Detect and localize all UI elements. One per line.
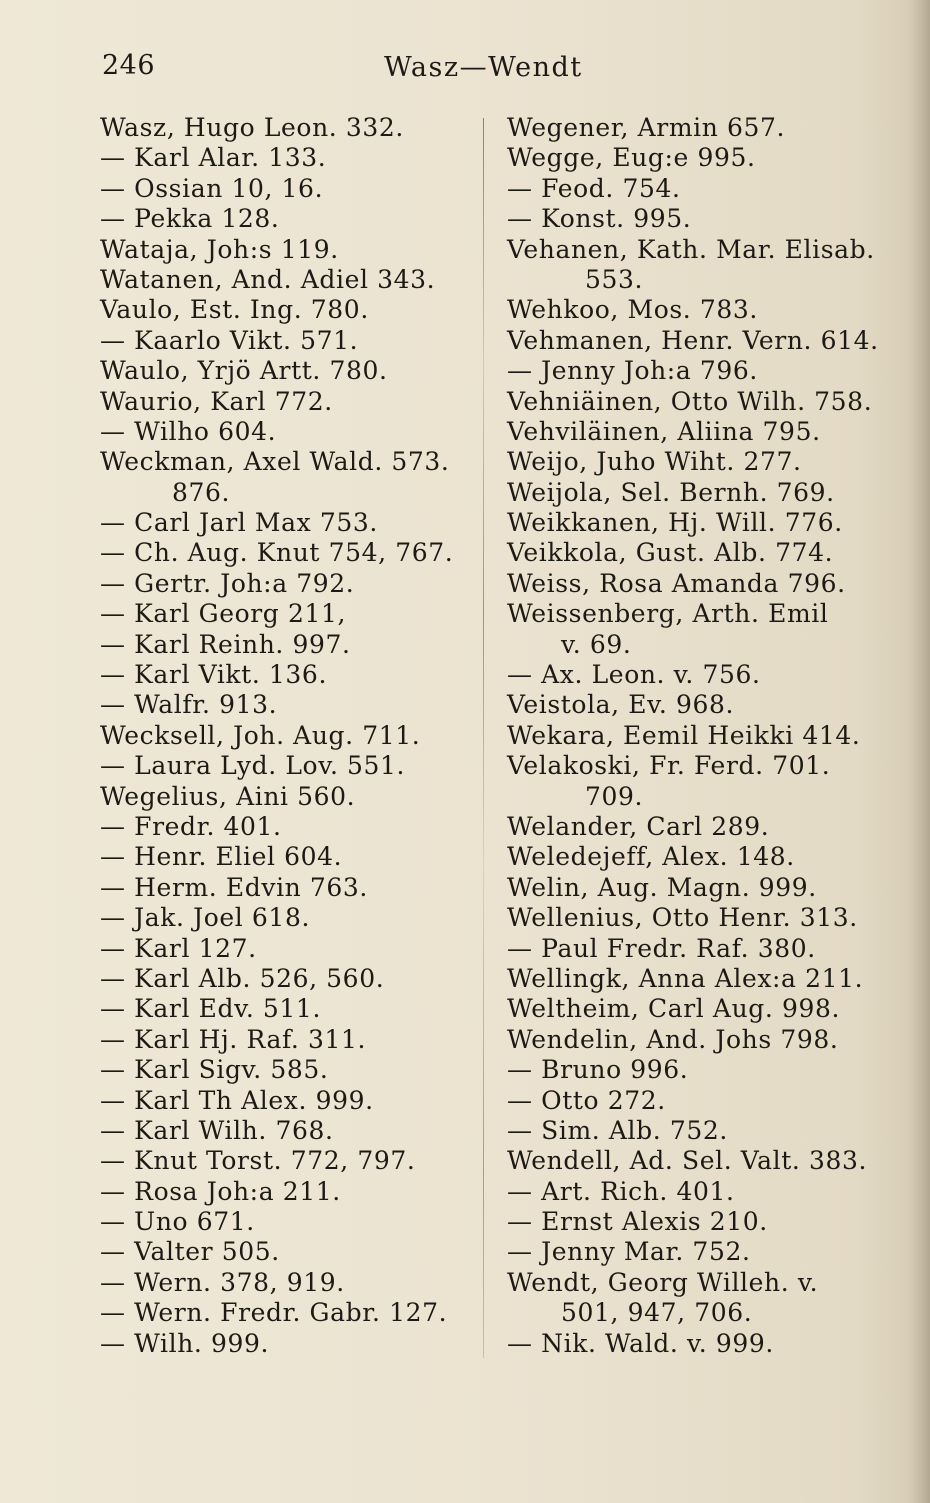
index-entry: — Otto 272. [507,1085,666,1115]
index-entry: — Nik. Wald. v. 999. [507,1328,774,1358]
index-entry: Vehanen, Kath. Mar. Elisab. [507,234,875,264]
index-entry: Wellingk, Anna Alex:a 211. [507,963,864,993]
index-entry: — Sim. Alb. 752. [507,1115,728,1145]
index-entry: — Art. Rich. 401. [507,1176,735,1206]
index-entry: — Henr. Eliel 604. [100,842,343,872]
index-entry-continuation: 553. [585,264,644,294]
index-entry: Weltheim, Carl Aug. 998. [507,994,841,1024]
index-entry: Vehniäinen, Otto Wilh. 758. [507,386,873,416]
index-entry: Wendt, Georg Willeh. v. [507,1267,819,1297]
index-entry: — Karl Edv. 511. [100,994,321,1024]
index-entry: — Jenny Mar. 752. [507,1237,751,1267]
index-entry: Wataja, Joh:s 119. [100,234,339,264]
right-column [507,113,879,1359]
index-entry: — Rosa Joh:a 211. [100,1176,341,1206]
index-entry: Welander, Carl 289. [507,811,770,841]
index-entry: Weledejeff, Alex. 148. [507,842,795,872]
index-entry: — Paul Fredr. Raf. 380. [507,933,816,963]
index-entry: Wegener, Armin 657. [507,113,786,142]
index-entry: — Karl Georg 211, [100,599,347,629]
column-divider [483,118,484,1358]
index-entry: Wekara, Eemil Heikki 414. [507,720,861,750]
running-head: Wasz—Wendt [384,52,583,83]
index-entry: Wegelius, Aini 560. [100,781,356,811]
index-entry: Wasz, Hugo Leon. 332. [100,113,404,142]
page-header [0,50,930,90]
index-entry: — Karl Wilh. 768. [100,1115,334,1145]
index-entry: Weissenberg, Arth. Emil [507,599,829,629]
index-entry: — Kaarlo Vikt. 571. [100,325,359,355]
index-entry: — Wilh. 999. [100,1328,270,1358]
index-entry-continuation: v. 69. [561,629,632,659]
index-entry: Weijo, Juho Wiht. 277. [507,447,802,477]
index-entry: — Ch. Aug. Knut 754, 767. [100,538,454,568]
index-entry: — Wern. Fredr. Gabr. 127. [100,1298,448,1328]
index-entry: Vaulo, Est. Ing. 780. [100,295,369,325]
index-entry: Weijola, Sel. Bernh. 769. [507,477,835,507]
index-entry: — Uno 671. [100,1207,255,1237]
index-entry: Weckman, Axel Wald. 573. [100,447,450,477]
index-entry: — Karl Hj. Raf. 311. [100,1024,367,1054]
index-entry: — Carl Jarl Max 753. [100,508,378,538]
index-entry: Wecksell, Joh. Aug. 711. [100,720,421,750]
index-entry: Velakoski, Fr. Ferd. 701. [507,751,831,781]
index-entry: — Valter 505. [100,1237,280,1267]
index-entry: — Knut Torst. 772, 797. [100,1146,416,1176]
index-entry: Veistola, Ev. 968. [507,690,735,720]
index-entry: Wehkoo, Mos. 783. [507,295,758,325]
index-entry-continuation: 709. [585,781,644,811]
index-entry: — Pekka 128. [100,204,280,234]
index-entry: — Konst. 995. [507,204,692,234]
page-number: 246 [102,50,156,81]
index-entry: Weiss, Rosa Amanda 796. [507,568,846,598]
left-column [100,113,470,1359]
index-entry: — Ax. Leon. v. 756. [507,660,761,690]
index-entry: Wegge, Eug:e 995. [507,143,756,173]
index-entry: — Ernst Alexis 210. [507,1207,768,1237]
index-entry: — Laura Lyd. Lov. 551. [100,751,406,781]
index-entry: — Karl Alar. 133. [100,143,327,173]
index-entry: — Walfr. 913. [100,690,278,720]
index-entry: Waulo, Yrjö Artt. 780. [100,356,388,386]
index-entry: — Jak. Joel 618. [100,903,310,933]
index-entry: — Feod. 754. [507,173,681,203]
index-entry: Waurio, Karl 772. [100,386,333,416]
index-entry: — Karl Reinh. 997. [100,629,351,659]
index-entry: Wendelin, And. Johs 798. [507,1024,839,1054]
page-edge-shadow [908,0,930,1503]
index-entry: Vehviläinen, Aliina 795. [507,416,821,446]
index-entry: — Jenny Joh:a 796. [507,356,758,386]
index-entry: Vehmanen, Henr. Vern. 614. [507,325,879,355]
index-entry: Weikkanen, Hj. Will. 776. [507,508,843,538]
index-entry: — Bruno 996. [507,1055,689,1085]
index-entry: — Fredr. 401. [100,811,282,841]
index-entry: — Karl Th Alex. 999. [100,1085,374,1115]
index-entry: — Gertr. Joh:a 792. [100,568,355,598]
index-entry: Wellenius, Otto Henr. 313. [507,903,858,933]
index-entry: — Karl Vikt. 136. [100,660,327,690]
index-entry: — Karl 127. [100,933,257,963]
index-entry: — Ossian 10, 16. [100,173,324,203]
index-entry: Veikkola, Gust. Alb. 774. [507,538,834,568]
index-entry-continuation: 876. [172,477,231,507]
index-entry-continuation: 501, 947, 706. [561,1298,753,1328]
index-entry: — Herm. Edvin 763. [100,872,368,902]
index-entry: Wendell, Ad. Sel. Valt. 383. [507,1146,868,1176]
index-entry: — Karl Alb. 526, 560. [100,963,385,993]
index-entry: — Wilho 604. [100,416,277,446]
index-entry: Watanen, And. Adiel 343. [100,264,436,294]
index-entry: — Karl Sigv. 585. [100,1055,329,1085]
index-entry: — Wern. 378, 919. [100,1267,345,1297]
index-entry: Welin, Aug. Magn. 999. [507,872,817,902]
